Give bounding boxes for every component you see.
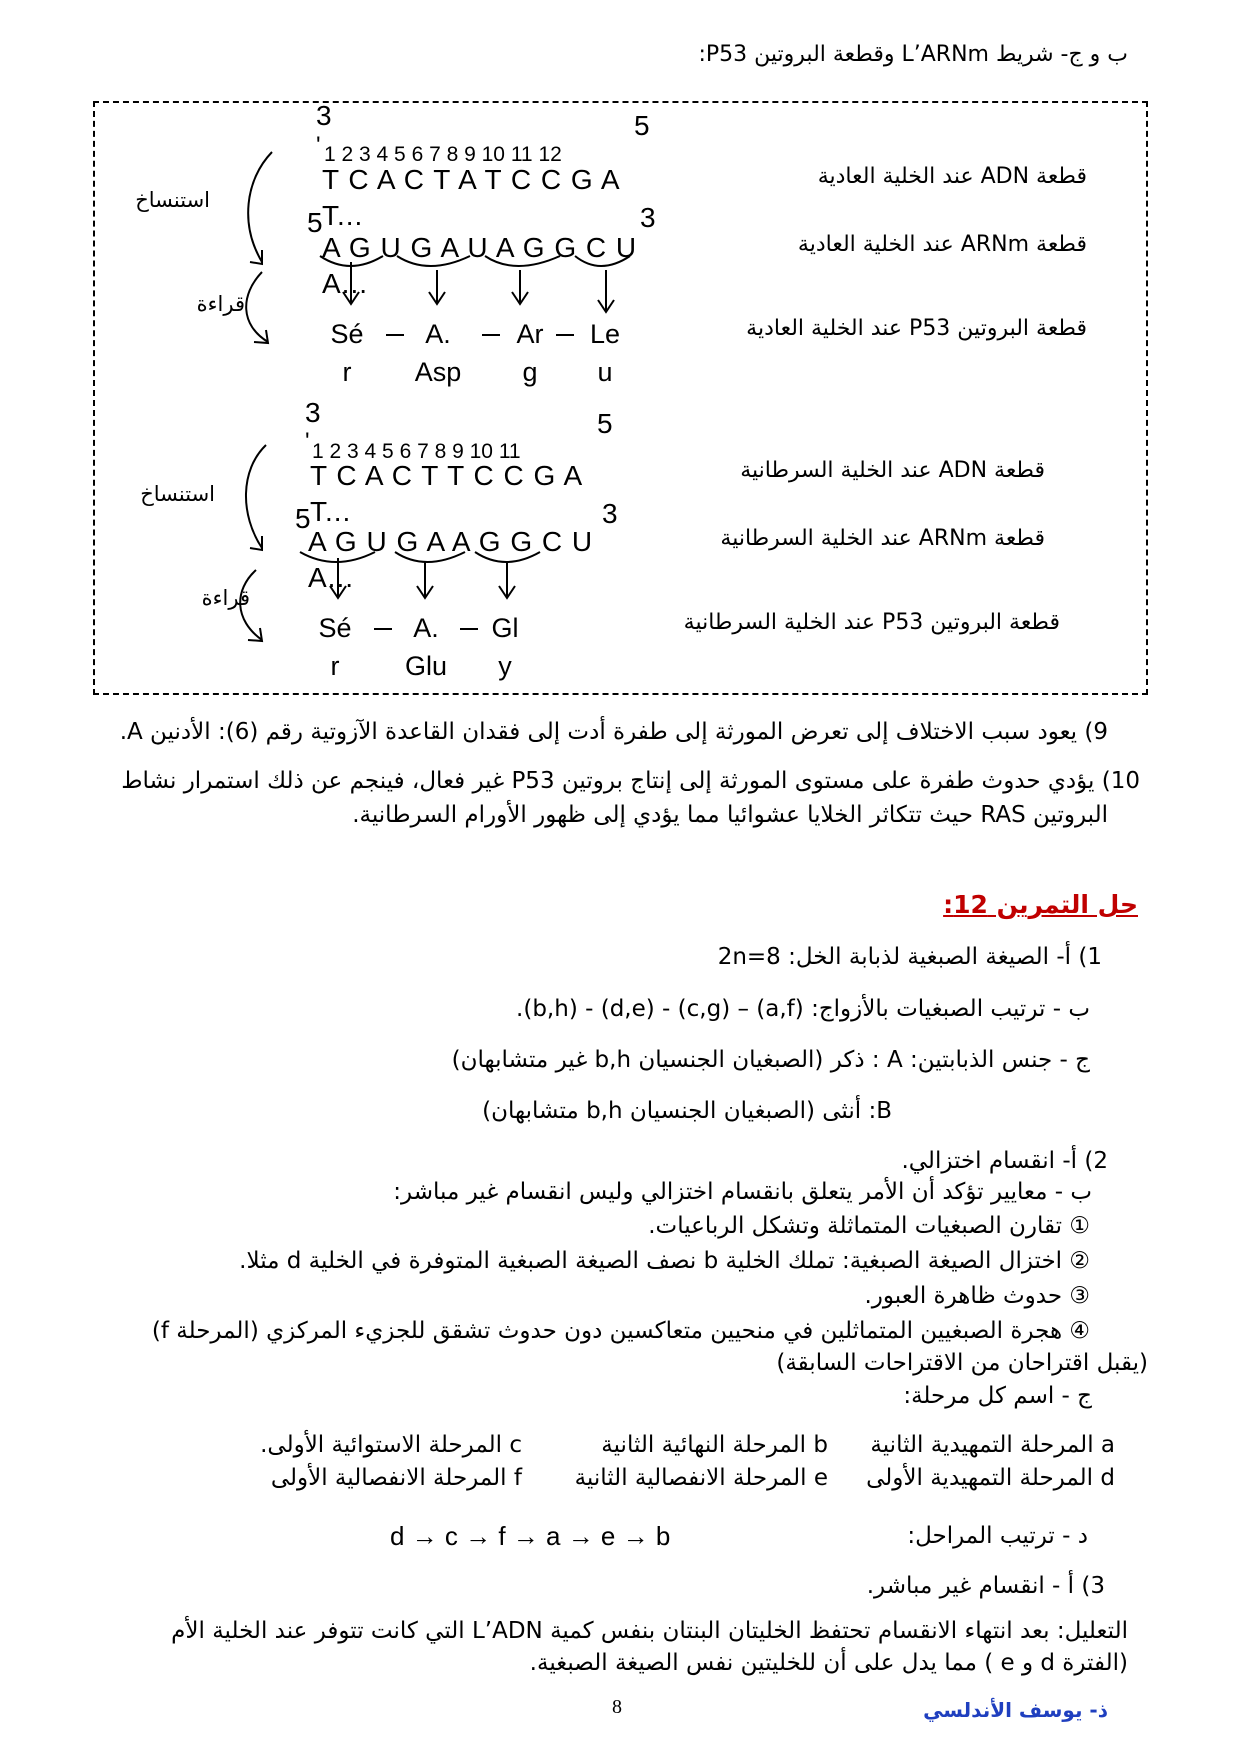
- cancer-transcription-label: استنساخ: [140, 482, 215, 506]
- normal-arn-sequence: A G U G A U A G G C U: [322, 232, 638, 263]
- normal-adn-continuation: T...: [322, 200, 364, 231]
- normal-adn-label: قطعة ADN عند الخلية العادية: [817, 164, 1087, 189]
- cancer-protein-label: قطعة البروتين P53 عند الخلية السرطانية: [683, 610, 1060, 635]
- normal-adn-end5: 5: [634, 110, 650, 141]
- cancer-arn-end3: 3: [602, 498, 618, 529]
- normal-transcription-label: استنساخ: [135, 188, 210, 212]
- exercise-12-title: حل التمرين 12:: [943, 890, 1138, 919]
- normal-adn-end3: 3: [316, 100, 332, 131]
- normal-arrow-2: [429, 270, 445, 304]
- ex12-line-11: (يقبل اقتراحان من الاقتراحات السابقة): [776, 1350, 1148, 1376]
- order-sequence: d → c → f → a → e → b: [390, 1521, 671, 1551]
- cancer-adn-end5: 5: [597, 408, 613, 439]
- normal-codon-brace-3: [485, 256, 560, 266]
- normal-aa-1: Sé r: [330, 319, 364, 387]
- normal-translation-label: قراءة: [196, 292, 245, 316]
- normal-protein-label: قطعة البروتين P53 عند الخلية العادية: [746, 316, 1087, 341]
- phase-b: b المرحلة النهائية الثانية: [601, 1432, 828, 1458]
- ex12-line-9: ③ حدوث ظاهرة العبور.: [864, 1283, 1090, 1309]
- cancer-arn-continuation: A...: [308, 562, 355, 593]
- cancer-adn-end3: 3: [305, 397, 321, 428]
- cancer-aa-2: A. Glu: [404, 613, 448, 681]
- phase-c: c المرحلة الاستوائية الأولى.: [260, 1432, 522, 1458]
- normal-adn-sequence: T C A C T A T C C G A: [322, 164, 621, 195]
- cancer-arrow-2: [417, 562, 433, 598]
- cancer-arn-sequence: A G U G A A G G C U: [308, 526, 594, 557]
- ex12-line-2: ب - ترتيب الصبغيات بالأزواج: (a,f) – (c,g) - (d,e) - (b,h).: [516, 996, 1090, 1022]
- ex12-line-1: 1) أ- الصيغة الصبغية لذبابة الخل: 2n=8: [717, 944, 1102, 970]
- normal-arn-label: قطعة ARNm عند الخلية العادية: [797, 232, 1087, 257]
- ex12-line-10: ④ هجرة الصبغيين المتماثلين في منحيين متعاكسين دون حدوث تشقق للجزيء المركزي (المرحلة f): [151, 1318, 1090, 1344]
- cancer-nucleotide-numbers: 1 2 3 4 5 6 7 8 9 10 11: [312, 440, 521, 463]
- normal-aa-2: A. Asp: [414, 319, 462, 387]
- normal-arn-continuation: A...: [322, 268, 369, 299]
- author-name: ذ- يوسف الأندلسي: [923, 1698, 1108, 1722]
- cancer-arn-label: قطعة ARNm عند الخلية السرطانية: [720, 526, 1045, 551]
- normal-translation-arrow: [246, 272, 268, 342]
- normal-arn-end5: 5: [307, 207, 323, 238]
- normal-arrow-1: [343, 262, 359, 304]
- cancer-adn-continuation: T...: [310, 496, 352, 527]
- ex12-line-13: 3) أ - انقسام غير مباشر.: [866, 1573, 1105, 1599]
- normal-codon-brace-4: [575, 256, 630, 266]
- ex12-line-3: ج - جنس الذبابتين: A : ذكر (الصبغيان الجنسيان b,h غير متشابهان): [451, 1047, 1090, 1073]
- page-number: 8: [612, 1696, 622, 1718]
- ex12-line-6: ب - معايير تؤكد أن الأمر يتعلق بانقسام اختزالي وليس انقسام غير مباشر:: [393, 1179, 1092, 1205]
- normal-aa-4: Le u: [589, 319, 621, 387]
- cancer-arrow-1: [330, 558, 346, 598]
- ex12-line-15: (الفترة d و e ) مما يدل على أن للخليتين نفس الصيغة الصبغية.: [529, 1650, 1128, 1676]
- phase-a: a المرحلة التمهيدية الثانية: [870, 1432, 1115, 1458]
- cancer-arrow-3: [499, 562, 515, 598]
- normal-adn-end3-prime: ': [316, 132, 321, 159]
- normal-arn-end3: 3: [640, 202, 656, 233]
- normal-arrow-3: [512, 270, 528, 304]
- cancer-adn-label: قطعة ADN عند الخلية السرطانية: [740, 458, 1045, 483]
- phase-f: f المرحلة الانفصالية الأولى: [270, 1465, 522, 1491]
- cancer-arn-end5: 5: [295, 503, 311, 534]
- normal-arrow-4: [598, 270, 614, 312]
- cancer-adn-end3-prime: ': [305, 428, 310, 455]
- ex12-line-4: B: أنثى (الصبغيان الجنسيان b,h متشابهان): [482, 1098, 892, 1124]
- cancer-codon-brace-2: [395, 552, 465, 562]
- normal-transcription-arrow: [248, 152, 272, 262]
- cancer-adn-sequence: T C A C T T C C G A: [310, 460, 584, 491]
- order-label: د - ترتيب المراحل:: [907, 1523, 1088, 1549]
- ex12-line-7: ① تقارن الصبغيات المتماثلة وتشكل الرباعيات.: [648, 1213, 1090, 1239]
- answer-10-line2: البروتين RAS حيث تتكاثر الخلايا عشوائيا مما يؤدي إلى ظهور الأورام السرطانية.: [352, 802, 1108, 828]
- ex12-line-5: 2) أ- انقسام اختزالي.: [901, 1148, 1108, 1174]
- ex12-line-8: ② اختزال الصيغة الصبغية: تملك الخلية b نصف الصيغة الصبغية المتوفرة في الخلية d مثلا.: [239, 1248, 1090, 1274]
- answer-9: 9) يعود سبب الاختلاف إلى تعرض المورثة إلى طفرة أدت إلى فقدان القاعدة الآزوتية رقم (6): الأدنين A.: [119, 719, 1108, 745]
- normal-aa-3: Ar g: [516, 319, 544, 387]
- normal-nucleotide-numbers: 1 2 3 4 5 6 7 8 9 10 11 12: [324, 143, 562, 166]
- cancer-transcription-arrow: [246, 445, 266, 548]
- cancer-codon-brace-3: [475, 552, 540, 562]
- ex12-line-12: ج - اسم كل مرحلة:: [903, 1383, 1092, 1409]
- cancer-aa-1: Sé r: [318, 613, 352, 681]
- cancer-aa-3: Gl y: [491, 613, 519, 681]
- answer-10-line1: 10) يؤدي حدوث طفرة على مستوى المورثة إلى إنتاج بروتين P53 غير فعال، فينجم عن ذلك استمرار نشاط: [121, 768, 1140, 794]
- phase-d: d المرحلة التمهيدية الأولى: [866, 1465, 1115, 1491]
- cancer-translation-arrow: [240, 570, 262, 640]
- phase-e: e المرحلة الانفصالية الثانية: [574, 1465, 828, 1491]
- cancer-translation-label: قراءة: [201, 586, 250, 610]
- normal-codon-brace-2: [397, 256, 470, 266]
- section-header: ب و ج- شريط L’ARNm وقطعة البروتين P53:: [698, 42, 1128, 67]
- ex12-line-14: التعليل: بعد انتهاء الانقسام تحتفظ الخليتان البنتان بنفس كمية L’ADN التي كانت تتوفر عند الخلية الأم: [171, 1618, 1128, 1644]
